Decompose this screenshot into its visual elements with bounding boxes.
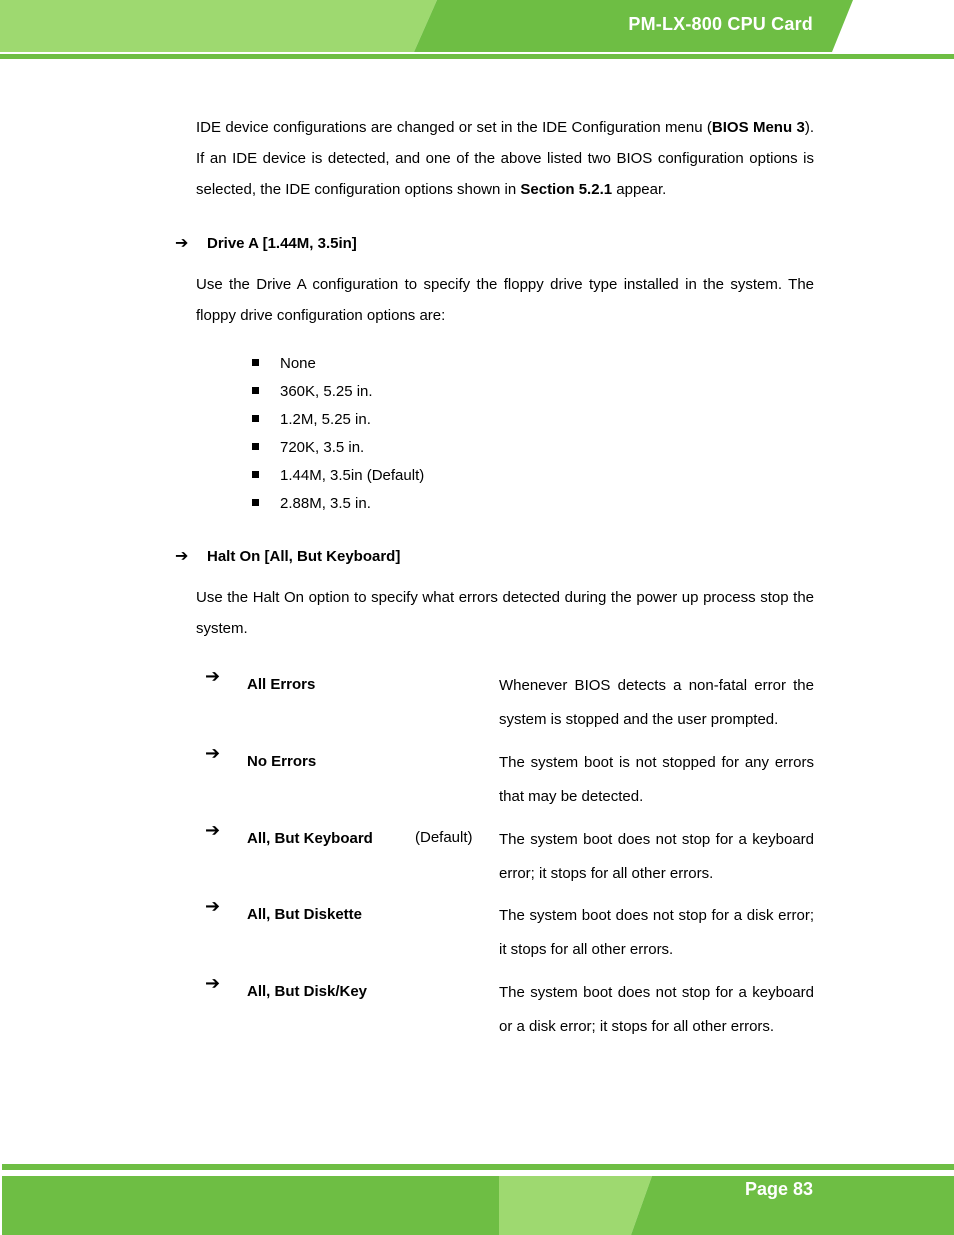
list-item: 720K, 3.5 in. (252, 435, 424, 463)
list-item: 1.2M, 5.25 in. (252, 407, 424, 435)
halt-option-row (0, 666, 954, 746)
halt-option-description: Whenever BIOS detects a non-fatal error the system is stopped and the user prompted. (499, 677, 814, 728)
drive-a-heading-text: Drive A [1.44M, 3.5in] (207, 235, 357, 252)
halt-option-name: All, But Disk/Key (247, 983, 368, 1000)
document-title: PM-LX-800 CPU Card (628, 14, 813, 34)
halt-option-default: (Default) (415, 829, 473, 846)
intro-text-2: ). If an IDE device is detected, and one of the above listed two BIOS configuration options is selected, the IDE configuration options shown in (196, 119, 814, 198)
halt-option-description: The system boot does not stop for a keyboard or a disk error; it stops for all other errors. (499, 984, 814, 1035)
drive-a-description: Use the Drive A configuration to specify the floppy drive type installed in the system. The floppy drive configuration options are: (196, 276, 814, 324)
bios-menu-ref: BIOS Menu 3 (711, 119, 805, 136)
bullet-square-icon (252, 471, 259, 478)
halt-option-row (0, 820, 954, 900)
halt-on-description: Use the Halt On option to specify what errors detected during the power up process stop the system. (196, 589, 814, 637)
halt-on-heading-text: Halt On [All, But Keyboard] (207, 548, 401, 565)
halt-option-name: All Errors (247, 676, 316, 693)
halt-option-row (0, 973, 954, 1053)
arrow-icon: ➔ (175, 548, 189, 565)
halt-option-description: The system boot is not stopped for any errors that may be detected. (499, 754, 814, 805)
intro-paragraph (196, 112, 814, 205)
section-ref: Section 5.2.1 (520, 181, 613, 198)
arrow-icon: ➔ (205, 973, 221, 993)
list-item: 1.44M, 3.5in (Default) (252, 463, 424, 491)
list-item: 360K, 5.25 in. (252, 379, 424, 407)
arrow-icon: ➔ (205, 896, 221, 916)
header-rule (0, 54, 954, 59)
bullet-square-icon (252, 499, 259, 506)
halt-option-row (0, 743, 954, 823)
page-number: Page 83 (744, 1179, 813, 1199)
bullet-square-icon (252, 415, 259, 422)
halt-option-description: The system boot does not stop for a disk error; it stops for all other errors. (499, 907, 814, 958)
arrow-icon: ➔ (175, 235, 189, 252)
footer-rule (2, 1164, 954, 1170)
halt-option-name: All, But Diskette (247, 906, 363, 923)
bullet-square-icon (252, 359, 259, 366)
halt-option-name: All, But Keyboard (247, 830, 373, 847)
halt-option-name: No Errors (247, 753, 317, 770)
drive-a-heading (175, 233, 357, 253)
list-item: 2.88M, 3.5 in. (252, 491, 424, 519)
halt-on-heading (175, 546, 400, 566)
arrow-icon: ➔ (205, 666, 221, 686)
bullet-square-icon (252, 387, 259, 394)
intro-text-3: appear. (612, 181, 667, 198)
drive-a-options (252, 351, 424, 519)
intro-text-1: IDE device configurations are changed or set in the IDE Configuration menu ( (196, 119, 712, 136)
halt-option-row (0, 896, 954, 976)
arrow-icon: ➔ (205, 820, 221, 840)
bullet-square-icon (252, 443, 259, 450)
halt-option-description: The system boot does not stop for a keyboard error; it stops for all other errors. (499, 831, 814, 882)
arrow-icon: ➔ (205, 743, 221, 763)
list-item: None (252, 351, 424, 379)
